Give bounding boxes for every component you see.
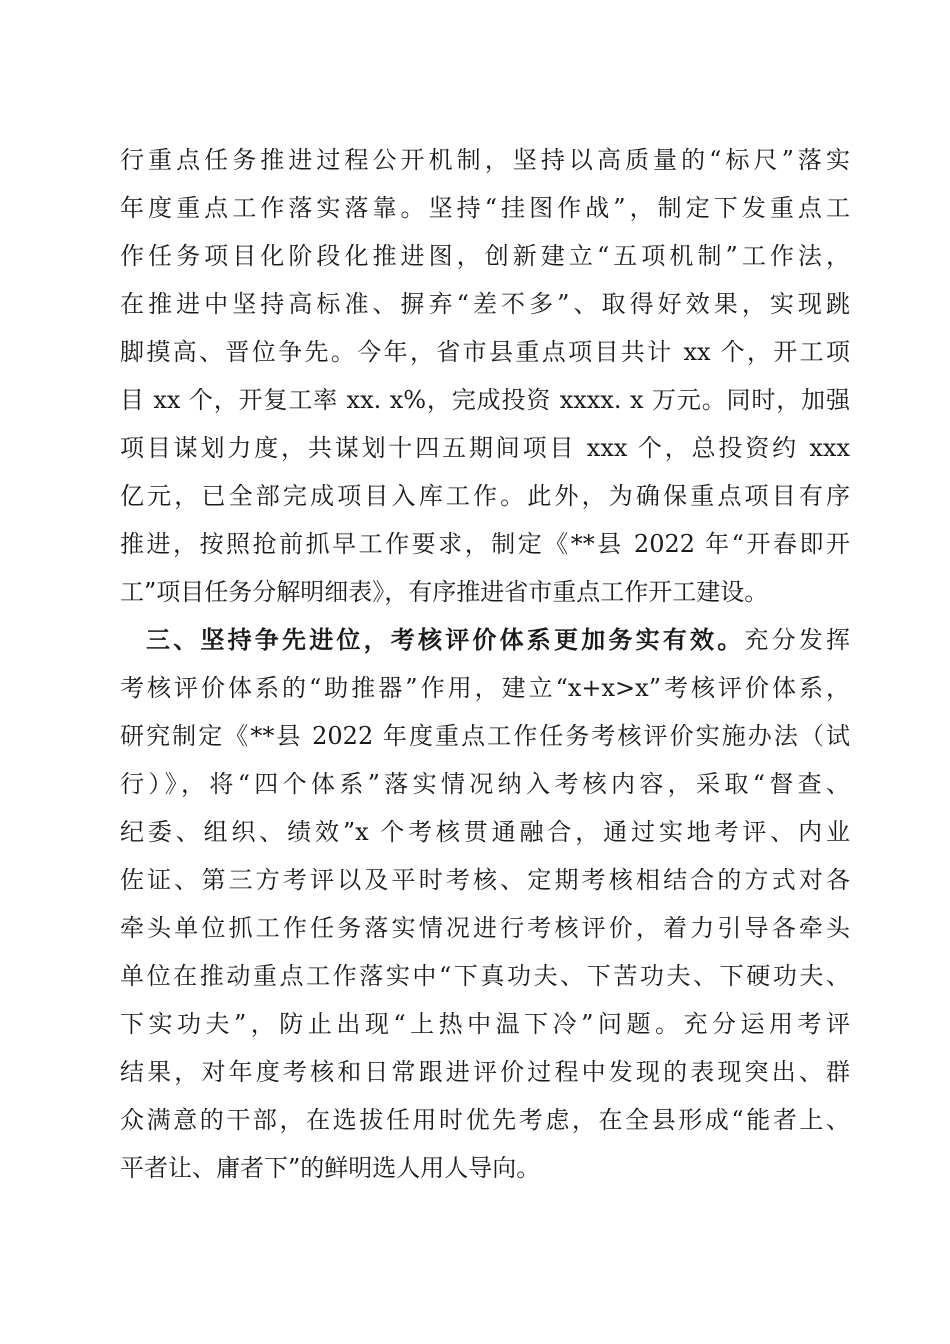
text-line: 佐证、第三方考评以及平时考核、定期考核相结合的方式对各 (120, 866, 850, 894)
text-line: 作任务项目化阶段化推进图，创新建立“五项机制”工作法， (120, 242, 850, 270)
text-line: 考核评价体系的“助推器”作用，建立“x+x>x”考核评价体系， (120, 674, 850, 702)
text-line: 工”项目任务分解明细表》，有序推进省市重点工作开工建设。 (120, 578, 769, 606)
text-line: 项目谋划力度，共谋划十四五期间项目 xxx 个，总投资约 xxx (120, 434, 850, 462)
paragraph-key-projects (120, 136, 850, 616)
text-line: 行重点任务推进过程公开机制，坚持以高质量的“标尺”落实 (120, 146, 850, 174)
document-body (120, 136, 850, 1192)
text-line: 在推进中坚持高标准、摒弃“差不多”、取得好效果，实现跳 (120, 290, 850, 318)
section-3-first-line (120, 616, 850, 664)
text-line: 单位在推动重点工作落实中“下真功夫、下苦功夫、下硬功夫、 (120, 962, 850, 990)
text-line: 推进，按照抢前抓早工作要求，制定《**县 2022 年“开春即开 (120, 530, 850, 558)
text-line: 脚摸高、晋位争先。今年，省市县重点项目共计 xx 个，开工项 (120, 338, 850, 366)
section-3-first-line-text: 充分发挥 (744, 626, 850, 654)
text-line: 行）》，将“四个体系”落实情况纳入考核内容，采取“督查、 (120, 770, 850, 798)
text-line: 结果，对年度考核和日常跟进评价过程中发现的表现突出、群 (120, 1058, 850, 1086)
section-3-heading: 三、坚持争先进位，考核评价体系更加务实有效。 (146, 625, 745, 654)
text-line: 亿元，已全部完成项目入库工作。此外，为确保重点项目有序 (120, 482, 850, 510)
text-line: 纪委、组织、绩效”x 个考核贯通融合，通过实地考评、内业 (120, 818, 850, 846)
text-line: 年度重点工作落实落靠。坚持“挂图作战”，制定下发重点工 (120, 194, 850, 222)
text-line: 众满意的干部，在选拔任用时优先考虑，在全县形成“能者上、 (120, 1106, 850, 1134)
text-line: 平者让、庸者下”的鲜明选人用人导向。 (120, 1154, 541, 1182)
text-line: 目 xx 个，开复工率 xx. x%，完成投资 xxxx. x 万元。同时，加强 (120, 386, 850, 414)
paragraph-section-3 (120, 616, 850, 1192)
text-line: 研究制定《**县 2022 年度重点工作任务考核评价实施办法（试 (120, 722, 850, 750)
text-line: 牵头单位抓工作任务落实情况进行考核评价，着力引导各牵头 (120, 914, 850, 942)
text-line: 下实功夫”，防止出现“上热中温下冷”问题。充分运用考评 (120, 1010, 850, 1038)
